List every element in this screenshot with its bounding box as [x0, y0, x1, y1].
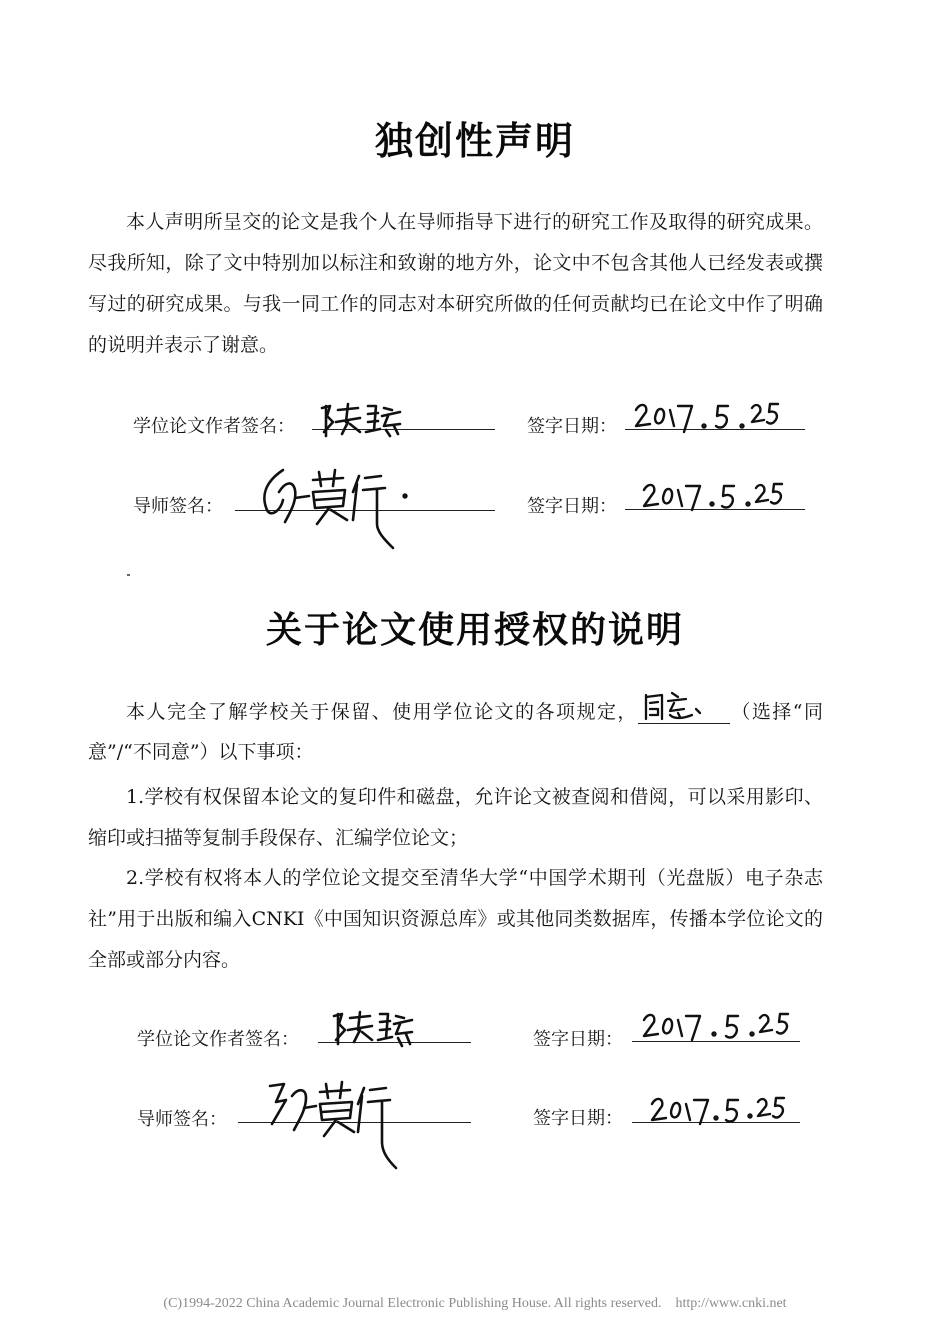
authorization-item-2: 2.学校有权将本人的学位论文提交至清华大学“中国学术期刊（光盘版）电子杂志社”用于出版和编入CNKI《中国知识资源总库》或其他同类数据库，传播本学位论文的全部或部分内容。: [88, 867, 823, 971]
date-handwriting-3: [640, 1006, 800, 1046]
date-label-4: 签字日期：: [533, 1108, 623, 1129]
choice-field: [638, 695, 730, 724]
date-label-1: 签字日期：: [527, 416, 617, 437]
author-signature-image-2: [330, 1008, 430, 1052]
date-label-3: 签字日期：: [533, 1029, 623, 1050]
intro-text-after: （选择“同意”/“不同意”）以下事项：: [88, 701, 823, 763]
copyright-footer: (C)1994-2022 China Academic Journal Electronic Publishing House. All rights reserved. http://www.cnki.net: [163, 1296, 787, 1311]
authorization-intro: [88, 692, 823, 772]
date-handwriting-2: [640, 476, 800, 516]
advisor-signature-image: [255, 462, 425, 552]
declaration-title: 独创性声明: [374, 119, 575, 163]
author-signature-image: [318, 400, 418, 440]
date-label-2: 签字日期：: [527, 496, 617, 517]
declaration-body: 本人声明所呈交的论文是我个人在导师指导下进行的研究工作及取得的研究成果。尽我所知，除了文中特别加以标注和致谢的地方外，论文中不包含其他人已经发表或撰写过的研究成果。与我一同工作的同志对本研究所做的任何贡献均已在论文中作了明确的说明并表示了谢意。: [88, 211, 823, 356]
advisor-signature-label: 导师签名：: [133, 496, 223, 517]
date-handwriting-4: [648, 1090, 808, 1130]
date-handwriting-1: [632, 396, 792, 436]
choice-handwriting: [642, 689, 722, 723]
scan-speck: [127, 574, 130, 576]
author-signature-label-2: 学位论文作者签名：: [137, 1029, 299, 1050]
advisor-signature-image-2: [262, 1072, 422, 1172]
advisor-signature-label-2: 导师签名：: [137, 1109, 227, 1130]
author-signature-label: 学位论文作者签名：: [133, 416, 295, 437]
authorization-title: 关于论文使用授权的说明: [265, 610, 684, 651]
intro-text-before: 本人完全了解学校关于保留、使用学位论文的各项规定，: [126, 701, 638, 723]
authorization-item-1: 1.学校有权保留本论文的复印件和磁盘，允许论文被查阅和借阅，可以采用影印、缩印或扫描等复制手段保存、汇编学位论文；: [88, 786, 823, 849]
